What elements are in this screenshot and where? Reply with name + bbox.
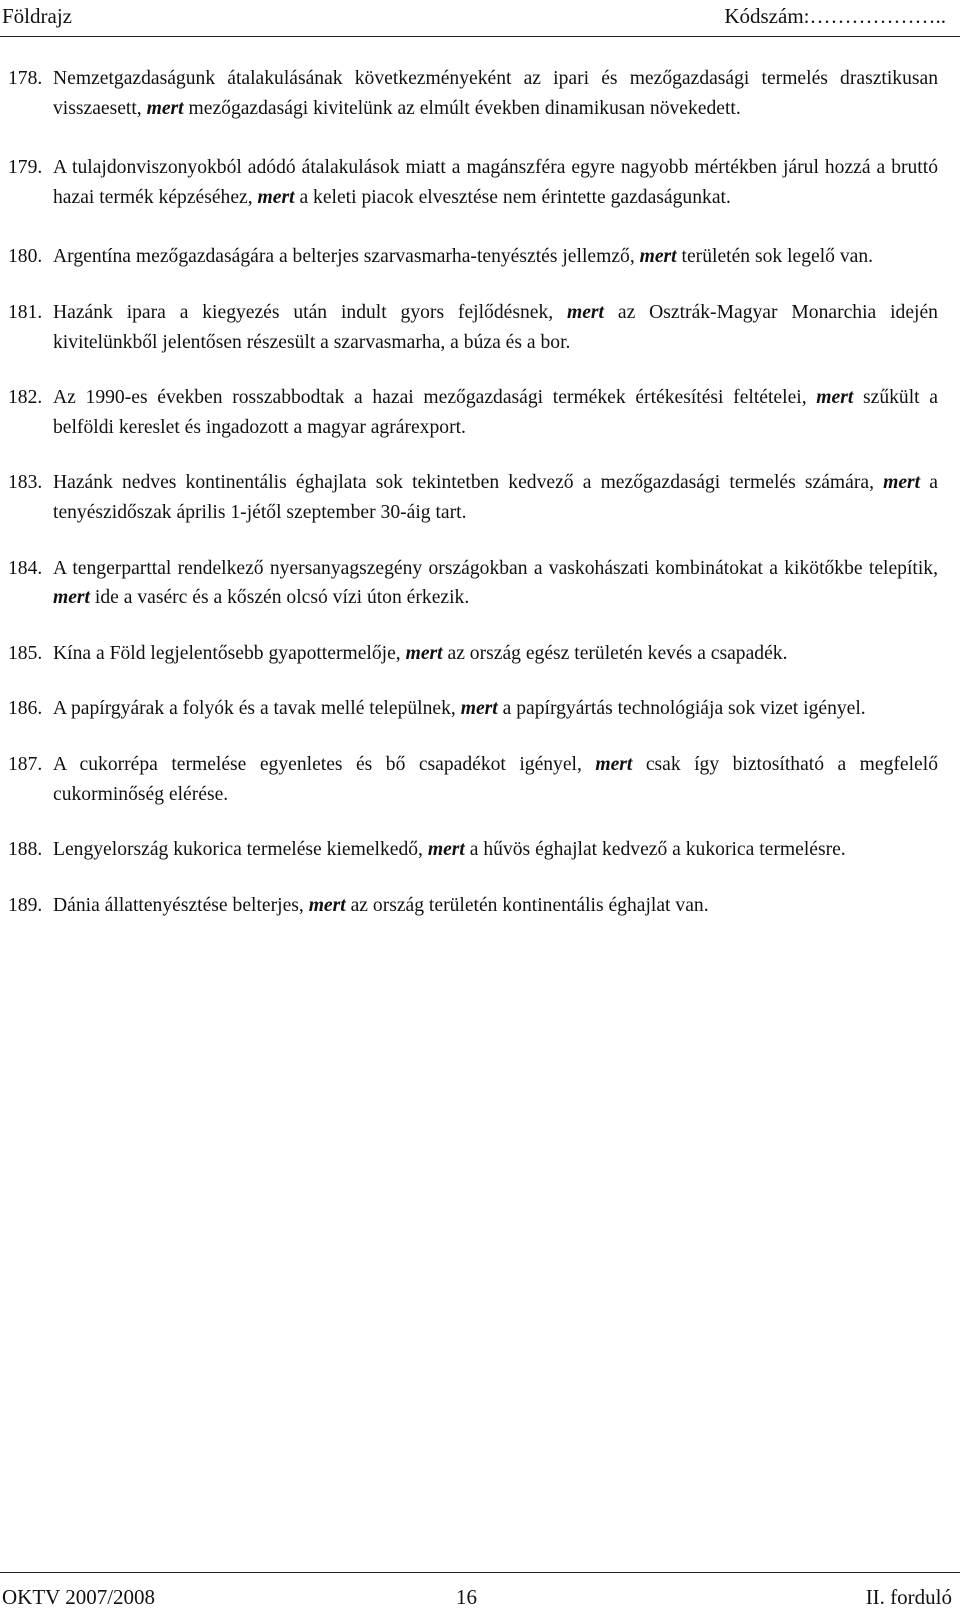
code-field-label: Kódszám:……………….. <box>724 4 946 28</box>
page-footer <box>0 1572 960 1614</box>
page-header <box>0 0 960 37</box>
keyword-mert: mert <box>567 301 605 323</box>
question-number: 183. <box>8 472 43 494</box>
keyword-mert: mert <box>639 246 677 268</box>
question-item <box>8 835 938 865</box>
keyword-mert: mert <box>257 186 295 208</box>
keyword-mert: mert <box>405 642 443 664</box>
question-item <box>8 298 938 357</box>
question-list <box>8 64 938 920</box>
round-label: II. forduló <box>865 1585 952 1609</box>
keyword-mert: mert <box>595 753 633 775</box>
keyword-mert: mert <box>308 894 346 916</box>
question-item <box>8 750 938 809</box>
question-number: 179. <box>8 157 43 179</box>
keyword-mert: mert <box>816 387 854 409</box>
question-text: A tengerparttal rendelkező nyersanyagszegény országokban a vaskohászati kombinátokat a kikötőkbe telepítik, mert ide a vasérc és a kőszén olcsó vízi úton érkezik. <box>53 557 938 609</box>
keyword-mert: mert <box>427 839 465 861</box>
question-text: Nemzetgazdaságunk átalakulásának következményeként az ipari és mezőgazdasági termelés drasztikusan visszaesett, mert mezőgazdasági kivitelünk az elmúlt években dinamikusan növekedett. <box>53 68 938 119</box>
question-item <box>8 468 938 527</box>
question-text: Hazánk nedves kontinentális éghajlata sok tekintetben kedvező a mezőgazdasági termelés számára, mert a tenyészidőszak április 1-jétől szeptember 30-áig tart. <box>53 472 938 523</box>
question-text: A tulajdonviszonyokból adódó átalakulások miatt a magánszféra egyre nagyobb mértékben járul hozzá a bruttó hazai termék képzéséhez, mert a keleti piacok elvesztése nem érintette gazdaságunkat. <box>53 157 938 208</box>
question-item <box>8 153 938 212</box>
question-number: 188. <box>8 839 43 861</box>
keyword-mert: mert <box>53 587 91 609</box>
question-item <box>8 891 938 921</box>
exam-label: OKTV 2007/2008 <box>2 1585 156 1609</box>
question-text: A cukorrépa termelése egyenletes és bő csapadékot igényel, mert csak így biztosítható a megfelelő cukorminőség elérése. <box>53 753 938 805</box>
question-text: A papírgyárak a folyók és a tavak mellé települnek, mert a papírgyártás technológiája sok vizet igényel. <box>53 698 866 720</box>
question-number: 186. <box>8 698 43 720</box>
question-text: Lengyelország kukorica termelése kiemelkedő, mert a hűvös éghajlat kedvező a kukorica termelésre. <box>53 839 846 861</box>
question-number: 187. <box>8 753 43 775</box>
question-item <box>8 694 938 724</box>
question-text: Hazánk ipara a kiegyezés után indult gyors fejlődésnek, mert az Osztrák-Magyar Monarchia idején kivitelünkből jelentősen részesült a szarvasmarha, a búza és a bor. <box>53 301 938 353</box>
question-number: 178. <box>8 68 43 89</box>
question-number: 182. <box>8 387 43 409</box>
question-item <box>8 383 938 442</box>
question-item <box>8 554 938 613</box>
keyword-mert: mert <box>146 97 184 119</box>
question-number: 184. <box>8 557 43 579</box>
question-item <box>8 64 938 123</box>
page-number: 16 <box>456 1585 477 1609</box>
question-number: 185. <box>8 642 43 664</box>
question-item <box>8 242 938 272</box>
question-item <box>8 639 938 669</box>
question-text: Argentína mezőgazdaságára a belterjes szarvasmarha-tenyésztés jellemző, mert területén sok legelő van. <box>53 246 874 268</box>
keyword-mert: mert <box>883 472 921 494</box>
keyword-mert: mert <box>460 698 498 720</box>
question-number: 189. <box>8 894 43 916</box>
question-text: Dánia állattenyésztése belterjes, mert az ország területén kontinentális éghajlat van. <box>53 894 709 916</box>
subject-label: Földrajz <box>2 4 72 28</box>
question-text: Kína a Föld legjelentősebb gyapottermelője, mert az ország egész területén kevés a csapadék. <box>53 642 788 664</box>
question-text: Az 1990-es években rosszabbodtak a hazai mezőgazdasági termékek értékesítési feltételei, mert szűkült a belföldi kereslet és ingadozott a magyar agrárexport. <box>53 387 938 438</box>
question-number: 180. <box>8 246 43 268</box>
question-number: 181. <box>8 301 43 323</box>
